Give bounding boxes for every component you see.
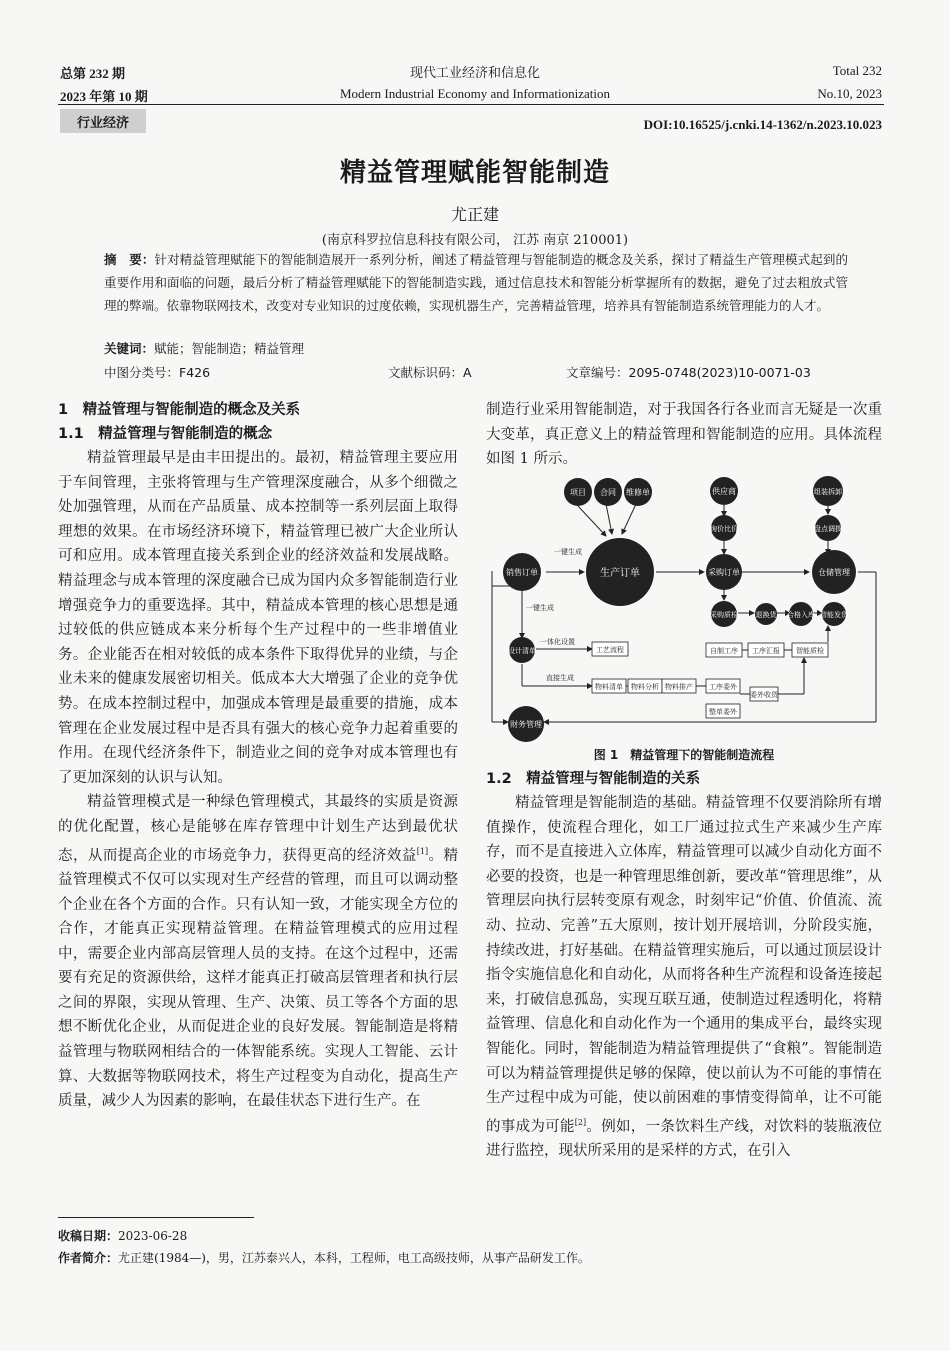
- node-label: 组装拆卸: [814, 488, 842, 496]
- node-label: 询价比价: [710, 525, 738, 533]
- top-node-contract: [594, 478, 622, 506]
- node-assembly: [813, 476, 843, 506]
- box-smart-qc: 智能质检: [796, 647, 824, 655]
- category-tag: 行业经济: [60, 109, 146, 133]
- doc-code: 文献标识码：A: [388, 365, 472, 380]
- section-heading-1-1: 1.1 精益管理与智能制造的概念: [58, 426, 273, 442]
- node-label: 供应商: [712, 487, 736, 496]
- bio-label: 作者简介：: [58, 1251, 119, 1265]
- box-outsource-receive: 委外收货: [750, 691, 778, 699]
- node-label: 设计清单: [508, 647, 536, 655]
- header-rule: [58, 104, 884, 105]
- footnote-rule: [58, 1217, 254, 1218]
- box-process-flow: 工艺流程: [596, 646, 624, 654]
- box-self-process: 自制工序: [710, 647, 738, 655]
- node-label: 项目: [570, 488, 586, 497]
- issue-total: 总第 232 期: [60, 66, 126, 81]
- label-one-click: 一键生成: [526, 604, 554, 612]
- paragraph-text: 精益管理是智能制造的基础。精益管理不仅要消除所有增值操作，使流程合理化，如工厂通过拉式生产来减少生产库存，而不是直接进入立体库，精益管理可以减少自动化方面不必要的投资，也是一种管理思维创新，要改革“管理思维”，从管理层向执行层转变原有观念，时刻牢记“价值、价值流、流动、拉动、完善”五大原则，按计划开展培训，分阶段实施，持续改进，打好基础。在精益管理实施后，可以通过顶层设计指令实施信息化和自动化，从而将各种生产流程和设备连接起来，打破信息孤岛，实现互联互通，使制造过程透明化，将精益管理、信息化和自动化作为一个通用的集成平台，最终实现智能化。同时，智能制造为精益管理提供了“食粮”。智能制造可以为精益管理提供足够的保障，使以前认为不可能的事情在生产过程中成为可能，使以前困难的事情变得简单，让不可能的事成为可能: [486, 795, 882, 1135]
- journal-title-cn: 现代工业经济和信息化: [409, 66, 540, 81]
- doi: DOI:10.16525/j.cnki.14-1362/n.2023.10.023: [643, 117, 882, 132]
- issue-year: 2023 年第 10 期: [60, 89, 148, 104]
- author-bio: [58, 1249, 590, 1266]
- box-material-list: 物料清单: [595, 683, 623, 691]
- top-node-repair: [624, 478, 652, 506]
- flow-diagram: [486, 474, 882, 742]
- article-number: 文章编号：2095-0748(2023)10-0071-03: [566, 365, 811, 380]
- affiliation: (南京科罗拉信息科技有限公司， 江苏 南京 210001): [321, 233, 629, 248]
- citation: [1]: [416, 846, 429, 856]
- citation: [2]: [574, 1117, 587, 1127]
- box-process-report: 工序汇报: [752, 647, 780, 655]
- issue-number-en: No.10, 2023: [817, 86, 882, 101]
- right-column-top: [486, 398, 882, 472]
- node-production-order: [586, 538, 654, 606]
- article-title: 精益管理赋能智能制造: [339, 158, 610, 188]
- right-column-bottom: [486, 767, 882, 1164]
- paragraph: [58, 790, 458, 1114]
- node-inquiry: [710, 515, 738, 541]
- paragraph: 精益管理最早是由丰田提出的。最初，精益管理主要应用于车间管理，主张将管理与生产管理深度融合，从多个细微之处加强管理，从而在产品质量、成本控制等一系列层面上取得理想的效果。在市场经济环境下，精益管理已被广大企业所认可和应用。成本管理直接关系到企业的经济效益和发展战略。精益理念与成本管理的深度融合已成为国内众多智能制造行业增强竞争力的重要选择。其中，精益成本管理的核心思想是通过较低的供应链成本来分析每个生产过程中的一些非增值业务。企业能否在相对较低的成本条件下取得优异的业绩，与企业未来的健康发展密切相关。低成本大大增强了企业的竞争优势。在成本控制过程中，加强成本管理是最重要的措施，成本管理在企业发展过程中是否具有强大的核心竞争力起着重要的作用。在现代经济条件下，制造业之间的竞争对成本管理也有了更加深刻的认识与认知。: [58, 450, 458, 786]
- author: 尤正建: [450, 205, 499, 224]
- node-label: 维修单: [626, 488, 650, 497]
- keywords: [104, 339, 304, 357]
- node-label: 智能发货: [820, 611, 848, 619]
- paragraph: 制造行业采用智能制造，对于我国各行各业而言无疑是一次重大变革，真正意义上的精益管理和智能制造的应用。具体流程如图 1 所示。: [486, 402, 882, 468]
- abstract-label: 摘 要：: [104, 252, 155, 267]
- keywords-text: 赋能；智能制造；精益管理: [154, 341, 305, 356]
- section-heading-1-2: 1.2 精益管理与智能制造的关系: [486, 771, 701, 787]
- node-design-list: [508, 637, 536, 663]
- label-one-click: 一键生成: [554, 548, 582, 556]
- label-integration: 一体化设置: [540, 638, 575, 646]
- paragraph-text: 。精益管理模式不仅可以实现对生产经营的管理，而且可以调动整个企业在各个方面的合作。只有认知一致，才能实现全方位的合作，才能真正实现精益管理。在精益管理模式的应用过程中，需要企业内部高层管理人员的支持。在这个过程中，还需要有充足的资源供给，这样才能真正打破高层管理者和执行层之间的界限，实现从管理、生产、决策、员工等各个方面的思想不断优化企业，从而促进企业的良好发展。智能制造是将精益管理与物联网相结合的一体智能系统。实现人工智能、云计算、大数据等物联网技术，将生产过程变为自动化，提高生产质量，减少人为因素的影响，在最佳状态下进行生产。在: [58, 847, 459, 1110]
- bio-value: 尤正建(1984—)，男，江苏泰兴人，本科，工程师，电工高级技师，从事产品研发工作。: [118, 1251, 590, 1265]
- node-qualified-in: [787, 602, 815, 626]
- figure-caption: 图 1 精益管理下的智能制造流程: [593, 748, 775, 762]
- node-finance: [508, 706, 544, 742]
- received-value: 2023-06-28: [118, 1229, 188, 1243]
- journal-title-en: Modern Industrial Economy and Informationization: [339, 86, 611, 101]
- node-label: 采购订单: [708, 568, 740, 577]
- received-label: 收稿日期：: [58, 1229, 119, 1243]
- paragraph-text: 。例如，一条饮料生产线，对饮料的装瓶液位进行监控，现状所采用的是采样的方式，在引入: [486, 1118, 883, 1160]
- node-label: 采购质检: [710, 611, 738, 619]
- node-label: 退换货: [755, 611, 777, 619]
- received-date: [58, 1227, 187, 1244]
- node-purchase-order: [706, 554, 742, 590]
- node-label: 财务管理: [510, 720, 542, 729]
- box-process-outsource: 工序委外: [709, 683, 737, 691]
- box-material-analysis: 物料分析: [631, 683, 659, 691]
- node-label: 销售订单: [506, 568, 538, 577]
- left-column: [58, 398, 458, 1114]
- node-sales-order: [503, 553, 541, 591]
- keywords-label: 关键词：: [104, 341, 155, 356]
- label-direct-gen: 直接生成: [546, 674, 574, 682]
- node-purchase-qc: [710, 601, 738, 627]
- top-node-project: [564, 478, 592, 506]
- issue-total-en: Total 232: [832, 63, 882, 78]
- node-inventory-check: [814, 515, 842, 541]
- node-return: [755, 603, 777, 625]
- node-label: 盘点调拨: [814, 525, 842, 533]
- node-label: 合格入库: [787, 611, 815, 619]
- abstract-text: 针对精益管理赋能下的智能制造展开一系列分析，阐述了精益管理与智能制造的概念及关系，探讨了精益生产管理模式起到的重要作用和面临的问题，最后分析了精益管理赋能下的智能制造实践，通过信息技术和智能分析掌握所有的数据，避免了过去粗放式管理的弊端。依靠物联网技术，改变对专业知识的过度依赖，实现机器生产，完善精益管理，培养具有智能制造系统管理能力的人才。: [104, 252, 848, 313]
- node-supplier: [710, 477, 738, 505]
- node-label: 生产订单: [600, 568, 640, 579]
- node-label: 仓储管理: [818, 568, 850, 577]
- paragraph: [486, 791, 882, 1164]
- paragraph-text: 精益管理模式是一种绿色管理模式，其最终的实质是资源的优化配置，核心是能够在库存管理中计划生产达到最优状态，从而提高企业的市场竞争力，获得更高的经济效益: [58, 794, 458, 864]
- node-warehouse: [812, 550, 856, 594]
- node-label: 合同: [600, 488, 616, 497]
- box-whole-outsource: 整单委外: [709, 708, 737, 716]
- abstract: [104, 248, 848, 317]
- clc-number: 中图分类号：F426: [104, 365, 211, 380]
- section-heading-1: 1 精益管理与智能制造的概念及关系: [58, 402, 301, 418]
- box-material-schedule: 物料排产: [665, 683, 693, 691]
- node-smart-ship: [820, 602, 849, 626]
